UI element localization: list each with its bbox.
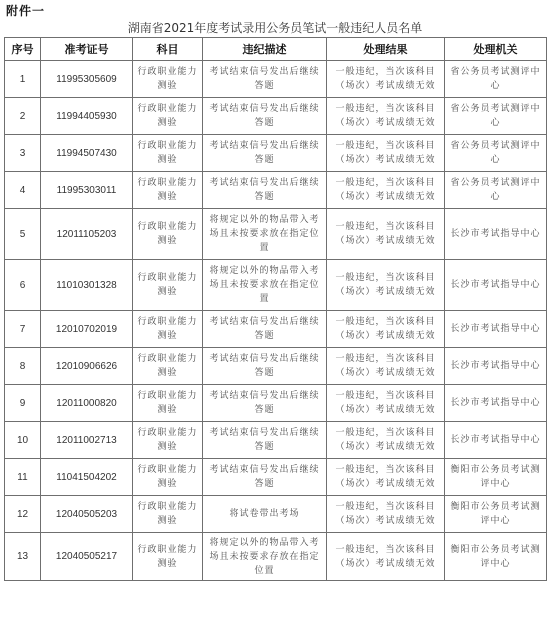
row-exam-number: 11010301328 <box>41 260 133 311</box>
row-index: 2 <box>5 98 41 135</box>
row-subject: 行政职业能力测验 <box>133 61 203 98</box>
header-subject: 科目 <box>133 38 203 61</box>
table-row <box>5 533 547 581</box>
table-row <box>5 311 547 348</box>
row-authority: 长沙市考试指导中心 <box>445 311 547 348</box>
header-row <box>5 38 547 61</box>
row-exam-number: 11995303011 <box>41 172 133 209</box>
table-row <box>5 385 547 422</box>
row-exam-number: 11041504202 <box>41 459 133 496</box>
row-result: 一般违纪，当次该科目（场次）考试成绩无效 <box>327 311 445 348</box>
row-violation: 考试结束信号发出后继续答题 <box>203 172 327 209</box>
row-violation: 将试卷带出考场 <box>203 496 327 533</box>
row-index: 3 <box>5 135 41 172</box>
table-row <box>5 459 547 496</box>
row-violation: 考试结束信号发出后继续答题 <box>203 422 327 459</box>
row-exam-number: 12010906626 <box>41 348 133 385</box>
header-exam-number: 准考证号 <box>41 38 133 61</box>
row-subject: 行政职业能力测验 <box>133 260 203 311</box>
row-violation: 考试结束信号发出后继续答题 <box>203 61 327 98</box>
row-authority: 省公务员考试测评中心 <box>445 61 547 98</box>
row-subject: 行政职业能力测验 <box>133 385 203 422</box>
row-authority: 长沙市考试指导中心 <box>445 260 547 311</box>
row-authority: 长沙市考试指导中心 <box>445 385 547 422</box>
row-result: 一般违纪，当次该科目（场次）考试成绩无效 <box>327 459 445 496</box>
row-subject: 行政职业能力测验 <box>133 348 203 385</box>
row-result: 一般违纪，当次该科目（场次）考试成绩无效 <box>327 348 445 385</box>
row-result: 一般违纪，当次该科目（场次）考试成绩无效 <box>327 496 445 533</box>
table-row <box>5 135 547 172</box>
row-violation: 考试结束信号发出后继续答题 <box>203 311 327 348</box>
row-violation: 考试结束信号发出后继续答题 <box>203 459 327 496</box>
row-violation: 考试结束信号发出后继续答题 <box>203 385 327 422</box>
row-index: 6 <box>5 260 41 311</box>
row-index: 12 <box>5 496 41 533</box>
row-subject: 行政职业能力测验 <box>133 172 203 209</box>
row-subject: 行政职业能力测验 <box>133 135 203 172</box>
attachment-label: 附件一 <box>6 4 46 18</box>
table-row <box>5 172 547 209</box>
row-index: 10 <box>5 422 41 459</box>
header-authority: 处理机关 <box>445 38 547 61</box>
violation-table <box>4 37 547 581</box>
row-result: 一般违纪，当次该科目（场次）考试成绩无效 <box>327 260 445 311</box>
row-violation: 将规定以外的物品带入考场且未按要求存放在指定位置 <box>203 533 327 581</box>
row-index: 13 <box>5 533 41 581</box>
row-authority: 衡阳市公务员考试测评中心 <box>445 459 547 496</box>
document-title: 湖南省2021年度考试录用公务员笔试一般违纪人员名单 <box>127 21 423 35</box>
row-result: 一般违纪，当次该科目（场次）考试成绩无效 <box>327 135 445 172</box>
row-result: 一般违纪，当次该科目（场次）考试成绩无效 <box>327 385 445 422</box>
row-violation: 将规定以外的物品带入考场且未按要求放在指定位置 <box>203 260 327 311</box>
row-result: 一般违纪，当次该科目（场次）考试成绩无效 <box>327 172 445 209</box>
row-subject: 行政职业能力测验 <box>133 533 203 581</box>
table-row <box>5 260 547 311</box>
row-subject: 行政职业能力测验 <box>133 459 203 496</box>
row-authority: 长沙市考试指导中心 <box>445 422 547 459</box>
row-result: 一般违纪，当次该科目（场次）考试成绩无效 <box>327 533 445 581</box>
row-index: 5 <box>5 209 41 260</box>
table-row <box>5 98 547 135</box>
row-index: 1 <box>5 61 41 98</box>
row-result: 一般违纪，当次该科目（场次）考试成绩无效 <box>327 209 445 260</box>
row-violation: 考试结束信号发出后继续答题 <box>203 98 327 135</box>
row-exam-number: 12040505203 <box>41 496 133 533</box>
table-body <box>5 61 547 581</box>
table-row <box>5 61 547 98</box>
row-authority: 省公务员考试测评中心 <box>445 172 547 209</box>
row-result: 一般违纪，当次该科目（场次）考试成绩无效 <box>327 422 445 459</box>
row-exam-number: 11994507430 <box>41 135 133 172</box>
header-index: 序号 <box>5 38 41 61</box>
table-row <box>5 496 547 533</box>
row-exam-number: 11995305609 <box>41 61 133 98</box>
row-result: 一般违纪，当次该科目（场次）考试成绩无效 <box>327 61 445 98</box>
row-exam-number: 12011000820 <box>41 385 133 422</box>
row-authority: 衡阳市公务员考试测评中心 <box>445 496 547 533</box>
row-subject: 行政职业能力测验 <box>133 98 203 135</box>
row-authority: 长沙市考试指导中心 <box>445 348 547 385</box>
row-exam-number: 12010702019 <box>41 311 133 348</box>
row-authority: 长沙市考试指导中心 <box>445 209 547 260</box>
header-violation: 违纪描述 <box>203 38 327 61</box>
row-result: 一般违纪，当次该科目（场次）考试成绩无效 <box>327 98 445 135</box>
table-row <box>5 209 547 260</box>
row-exam-number: 11994405930 <box>41 98 133 135</box>
row-authority: 省公务员考试测评中心 <box>445 135 547 172</box>
row-authority: 衡阳市公务员考试测评中心 <box>445 533 547 581</box>
row-index: 8 <box>5 348 41 385</box>
row-subject: 行政职业能力测验 <box>133 422 203 459</box>
header-result: 处理结果 <box>327 38 445 61</box>
table-row <box>5 348 547 385</box>
row-violation: 考试结束信号发出后继续答题 <box>203 348 327 385</box>
row-subject: 行政职业能力测验 <box>133 496 203 533</box>
row-exam-number: 12040505217 <box>41 533 133 581</box>
row-exam-number: 12011105203 <box>41 209 133 260</box>
row-exam-number: 12011002713 <box>41 422 133 459</box>
row-index: 7 <box>5 311 41 348</box>
row-authority: 省公务员考试测评中心 <box>445 98 547 135</box>
row-violation: 考试结束信号发出后继续答题 <box>203 135 327 172</box>
row-index: 9 <box>5 385 41 422</box>
row-index: 4 <box>5 172 41 209</box>
row-index: 11 <box>5 459 41 496</box>
row-violation: 将规定以外的物品带入考场且未按要求放在指定位置 <box>203 209 327 260</box>
row-subject: 行政职业能力测验 <box>133 311 203 348</box>
row-subject: 行政职业能力测验 <box>133 209 203 260</box>
table-row <box>5 422 547 459</box>
